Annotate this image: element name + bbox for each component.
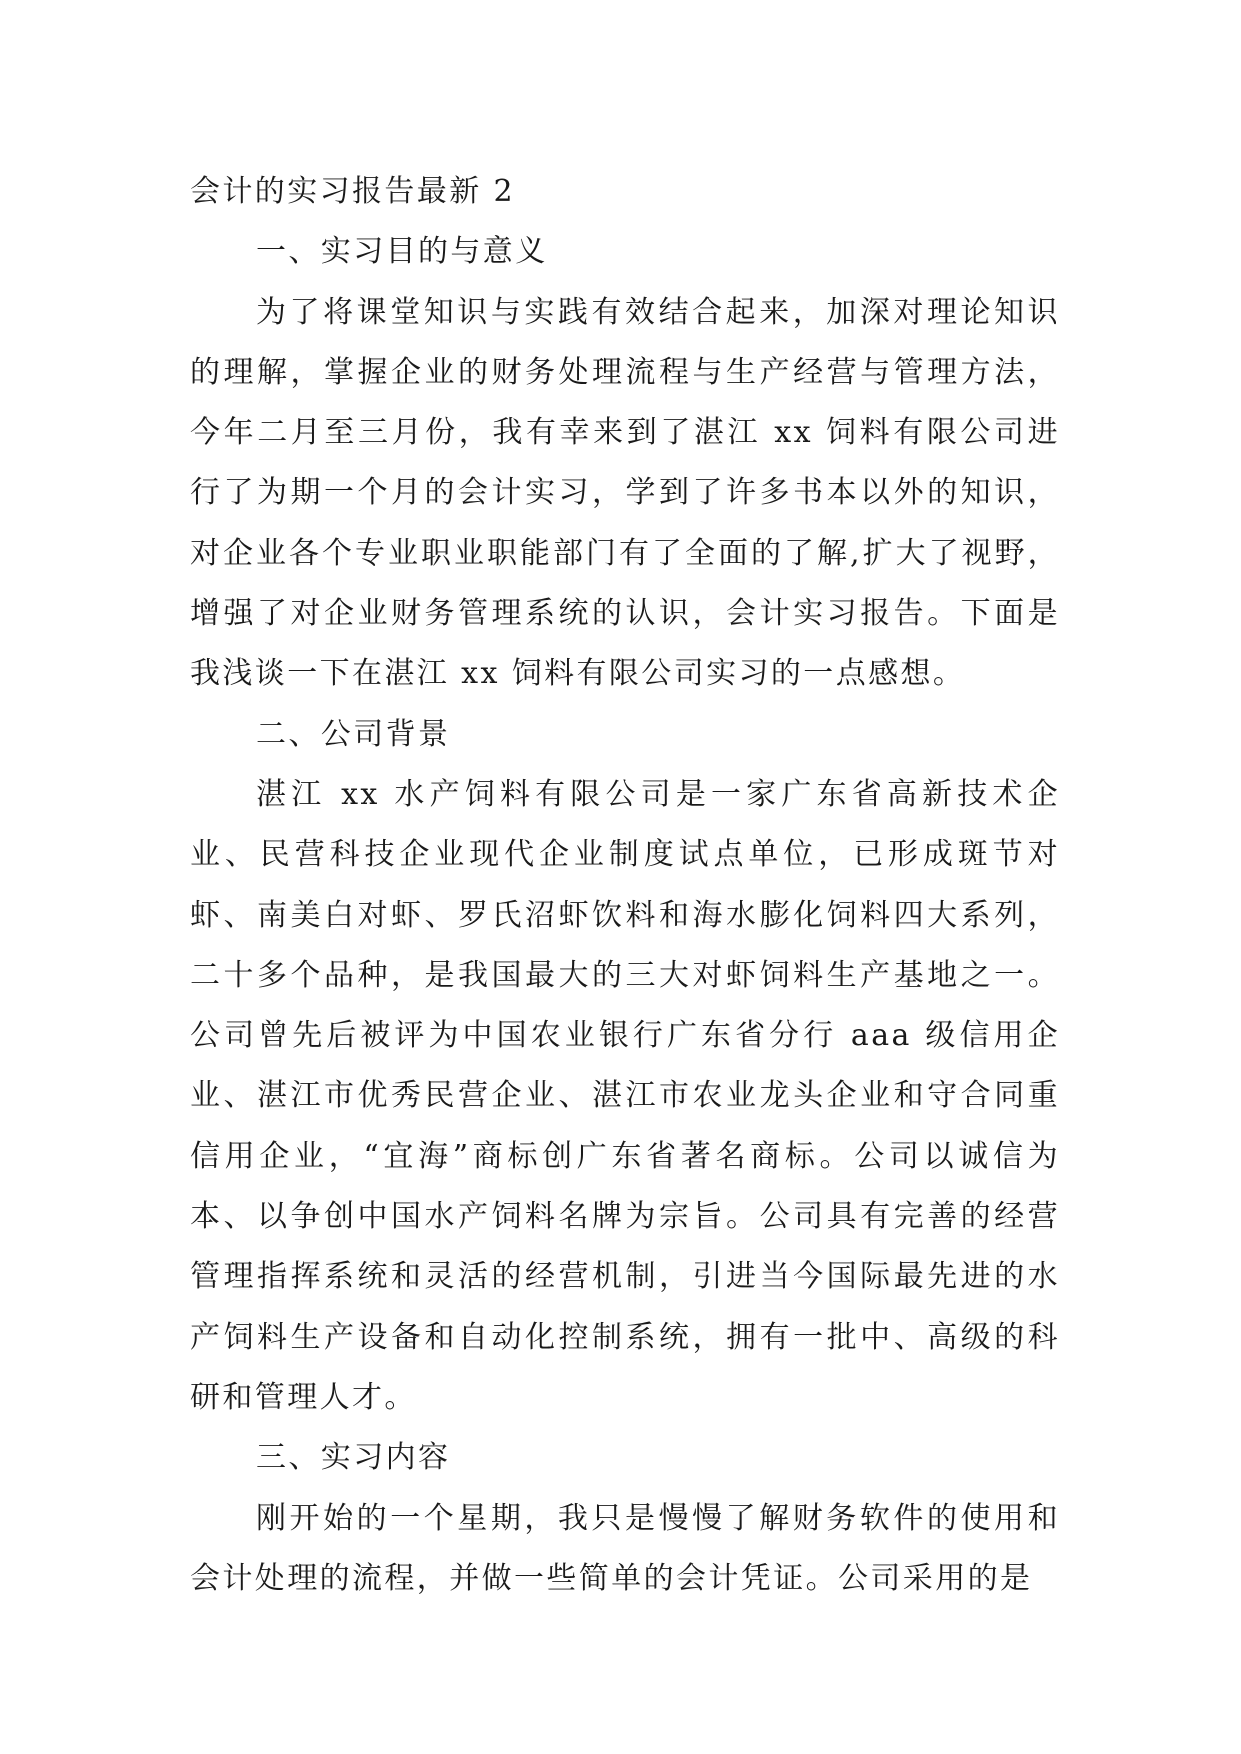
- section-heading-internship-content: 三、实习内容: [256, 1440, 451, 1476]
- paragraph-company-background: 湛江 xx 水产饲料有限公司是一家广东省高新技术企业、民营科技企业现代企业制度试点单位，已形成斑节对虾、南美白对虾、罗氏沼虾饮料和海水膨化饲料四大系列，二十多个品种，是我国最大的三大对虾饲料生产基地之一。公司曾先后被评为中国农业银行广东省分行 aaa 级信用企业、湛江市优秀民营企业、湛江市农业龙头企业和守合同重信用企业，“宜海”商标创广东省著名商标。公司以诚信为本、以争创中国水产饲料名牌为宗旨。公司具有完善的经营管理指挥系统和灵活的经营机制，引进当今国际最先进的水产饲料生产设备和自动化控制系统，拥有一批中、高级的科研和管理人才。: [190, 776, 1060, 1415]
- document-body: [190, 162, 1060, 1609]
- paragraph-internship-content: 刚开始的一个星期，我只是慢慢了解财务软件的使用和会计处理的流程，并做一些简单的会计凭证。公司采用的是: [190, 1500, 1060, 1596]
- document-title: 会计的实习报告最新 2: [190, 174, 516, 209]
- paragraph-purpose: 为了将课堂知识与实践有效结合起来，加深对理论知识的理解，掌握企业的财务处理流程与生产经营与管理方法，今年二月至三月份，我有幸来到了湛江 xx 饲料有限公司进行了为期一个月的会计实习，学到了许多书本以外的知识，对企业各个专业职业职能部门有了全面的了解,扩大了视野，增强了对企业财务管理系统的认识，会计实习报告。下面是我浅谈一下在湛江 xx 饲料有限公司实习的一点感想。: [190, 294, 1060, 692]
- section-heading-company-background: 二、公司背景: [256, 716, 451, 752]
- section-heading-purpose: 一、实习目的与意义: [256, 234, 548, 270]
